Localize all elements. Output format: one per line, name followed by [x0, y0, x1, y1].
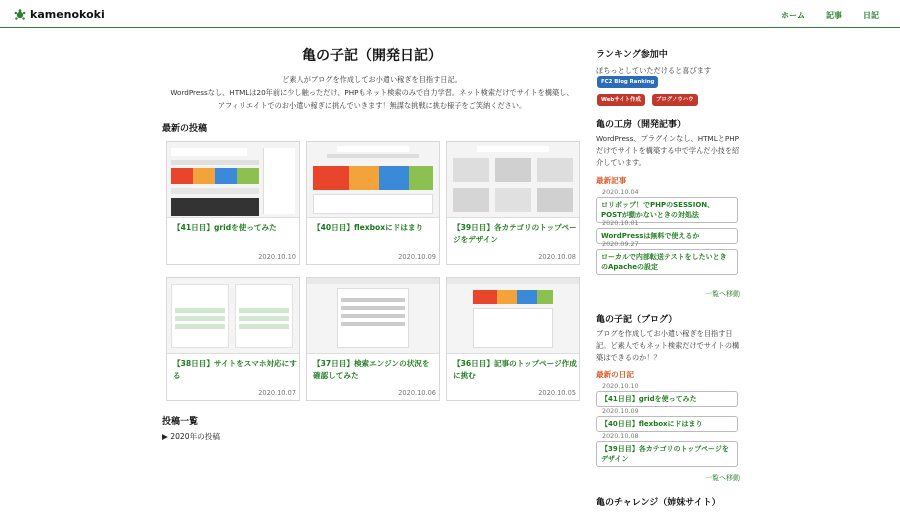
side-diary-link[interactable]: 【40日目】flexboxにドはまり: [596, 416, 738, 432]
post-title-link[interactable]: 【41日目】gridを使ってみた: [173, 223, 277, 232]
post-thumbnail: [307, 278, 439, 354]
post-date: 2020.10.08: [538, 253, 576, 261]
post-card[interactable]: [166, 141, 300, 265]
nav-articles-link[interactable]: 記事: [826, 11, 842, 20]
post-thumbnail: [307, 142, 439, 218]
ranking-text: ぽちっとしていただけると喜びます: [596, 66, 712, 75]
side-diary-item[interactable]: [596, 432, 738, 467]
post-card[interactable]: [446, 141, 580, 265]
latest-posts-heading: 最新の投稿: [162, 124, 208, 134]
side-diary-date: 2020.10.10: [602, 382, 639, 390]
side-diary-item[interactable]: [596, 407, 738, 432]
post-card[interactable]: [306, 141, 440, 265]
fc2-ranking-badge[interactable]: FC2 Blog Ranking: [597, 76, 658, 88]
web-creation-badge[interactable]: Webサイト作成: [597, 94, 645, 106]
archive-toggle[interactable]: ▶ 2020年の投稿: [162, 432, 220, 441]
side-article-item[interactable]: [596, 240, 738, 275]
latest-diary-label: 最新の日記: [596, 370, 634, 379]
intro-line: アフィリエイトでのお小遣い稼ぎに挑んでいきます！無謀な挑戦に挑む様子をご笑納ください。: [217, 101, 527, 110]
post-title-link[interactable]: 【37日目】検索エンジンの状況を確認してみた: [313, 359, 430, 380]
diary-more-link[interactable]: 一覧へ移動: [705, 474, 740, 482]
post-thumbnail: [447, 278, 579, 354]
latest-articles-label: 最新記事: [596, 176, 627, 185]
post-title-link[interactable]: 【38日目】サイトをスマホ対応にする: [173, 359, 297, 380]
post-card[interactable]: [166, 277, 300, 401]
archive-heading: 投稿一覧: [162, 417, 199, 427]
site-name: kamenokoki: [30, 8, 105, 21]
post-card[interactable]: [306, 277, 440, 401]
post-card[interactable]: [446, 277, 580, 401]
side-article-item[interactable]: [596, 188, 738, 223]
side-diary-date: 2020.10.08: [602, 432, 639, 440]
side-article-link[interactable]: ローカルで内部転送テストをしたいときのApacheの設定: [596, 249, 738, 275]
main-nav: [781, 10, 879, 21]
nav-diary-link[interactable]: 日記: [863, 11, 879, 20]
blog-heading: 亀の子記（ブログ）: [596, 315, 678, 325]
side-article-date: 2020.10.01: [602, 219, 639, 227]
side-article-link[interactable]: ロリポップ！でPHPのSESSION、POSTが動かないときの対処法: [596, 197, 738, 223]
koubou-heading: 亀の工房（開発記事）: [596, 120, 687, 130]
post-title-link[interactable]: 【40日目】flexboxにドはまり: [313, 223, 424, 232]
blog-knowhow-badge[interactable]: ブログノウハウ: [652, 94, 698, 106]
turtle-logo-icon: [14, 9, 26, 21]
intro-line: ど素人がブログを作成してお小遣い稼ぎを目指す日記。: [282, 75, 462, 84]
side-diary-link[interactable]: 【39日目】各カテゴリのトップページをデザイン: [596, 441, 738, 467]
post-date: 2020.10.05: [538, 389, 576, 397]
intro-line: WordPressなし、HTMLは20年前に少し触っただけ、PHPもネット検索のみで自力学習。ネット検索だけでサイトを構築し、: [170, 88, 574, 97]
side-diary-date: 2020.10.09: [602, 407, 639, 415]
articles-more-link[interactable]: 一覧へ移動: [705, 290, 740, 298]
side-diary-link[interactable]: 【41日目】gridを使ってみた: [596, 391, 738, 407]
post-thumbnail: [447, 142, 579, 218]
intro-text: [162, 73, 582, 112]
sister-site-heading: 亀のチャレンジ（姉妹サイト）: [596, 498, 721, 508]
blog-text: ブログを作成してお小遣い稼ぎを目指す日記。ど素人でもネット検索だけでサイトの構築はできるのか！？: [596, 329, 740, 362]
side-article-date: 2020.10.04: [602, 188, 639, 196]
side-article-link[interactable]: WordPressは無料で使えるか: [596, 228, 738, 244]
post-title-link[interactable]: 【36日目】記事のトップページ作成に挑む: [453, 359, 577, 380]
site-logo[interactable]: [14, 8, 105, 21]
post-title-link[interactable]: 【39日目】各カテゴリのトップページをデザイン: [453, 223, 577, 244]
site-header: [0, 0, 900, 28]
side-article-date: 2020.09.27: [602, 240, 639, 248]
nav-home-link[interactable]: ホーム: [781, 11, 805, 20]
post-thumbnail: [167, 142, 299, 218]
koubou-text: WordPress、プラグインなし、HTMLとPHPだけでサイトを構築する中で学んだ小技を紹介しています。: [596, 134, 740, 167]
side-diary-item[interactable]: [596, 382, 738, 407]
post-date: 2020.10.10: [258, 253, 296, 261]
post-date: 2020.10.09: [398, 253, 436, 261]
post-date: 2020.10.07: [258, 389, 296, 397]
page-title: 亀の子記（開発日記）: [302, 48, 442, 64]
ranking-heading: ランキング参加中: [596, 50, 668, 60]
post-thumbnail: [167, 278, 299, 354]
post-date: 2020.10.06: [398, 389, 436, 397]
